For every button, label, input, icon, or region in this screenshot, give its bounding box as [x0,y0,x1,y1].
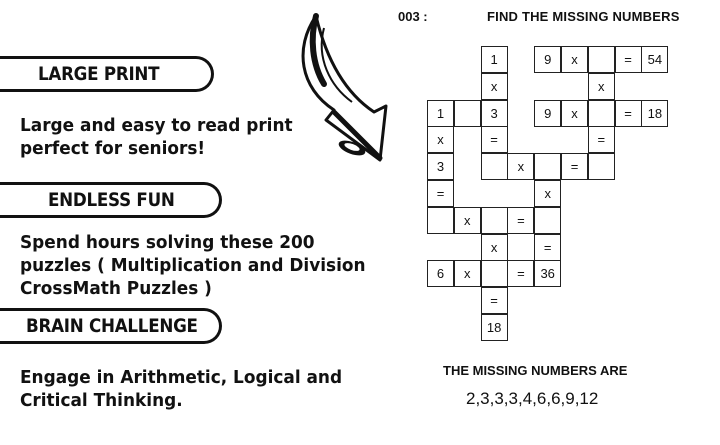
grid-cell: x [454,207,481,234]
description-line: Large and easy to read print [20,115,293,136]
grid-cell: 3 [481,100,508,127]
puzzle-title: FIND THE MISSING NUMBERS [487,9,680,24]
description-line: Engage in Arithmetic, Logical and [20,367,343,388]
description-line: Critical Thinking. [20,390,183,411]
grid-cell: = [534,234,561,261]
grid-cell: = [427,180,454,207]
feature-label-brain-challenge [0,308,222,344]
grid-cell-empty[interactable] [588,153,615,180]
grid-cell: x [561,46,588,73]
grid-cell: = [481,126,508,153]
grid-cell: 9 [534,100,561,127]
grid-cell: x [507,153,534,180]
grid-cell-empty[interactable] [534,153,561,180]
grid-cell: 1 [427,100,454,127]
grid-cell: x [588,73,615,100]
grid-cell: x [454,260,481,287]
feature-label-endless-fun [0,182,222,218]
feature-label-large-print [0,56,214,92]
description-line: Spend hours solving these 200 [20,232,315,253]
grid-cell: 9 [534,46,561,73]
grid-cell: = [561,153,588,180]
puzzle-id: 003 : [398,9,428,24]
grid-cell: = [615,100,642,127]
grid-cell: 6 [427,260,454,287]
grid-cell: x [481,73,508,100]
grid-cell: 1 [481,46,508,73]
grid-cell: 18 [641,100,668,127]
crossmath-grid [427,46,671,343]
grid-cell: 18 [481,314,508,341]
grid-cell-empty[interactable] [481,153,508,180]
answers-title: THE MISSING NUMBERS ARE [443,363,628,378]
grid-cell: 36 [534,260,561,287]
grid-cell-empty[interactable] [588,100,615,127]
feature-description-endless-fun [20,231,366,300]
grid-cell: x [427,126,454,153]
answers-values: 2,3,3,3,4,6,6,9,12 [466,389,599,408]
feature-description-brain-challenge [20,366,342,412]
grid-cell: = [588,126,615,153]
feature-title: LARGE PRINT [38,63,160,85]
grid-cell: x [481,234,508,261]
grid-cell-empty[interactable] [534,207,561,234]
feature-title: BRAIN CHALLENGE [26,315,198,337]
grid-cell: 3 [427,153,454,180]
feature-description-large-print [20,114,293,160]
grid-cell: x [534,180,561,207]
grid-cell-empty[interactable] [481,260,508,287]
description-line: puzzles ( Multiplication and Division [20,255,366,276]
description-line: perfect for seniors! [20,138,206,159]
grid-cell-empty[interactable] [454,100,481,127]
grid-cell: = [507,260,534,287]
grid-cell: = [507,207,534,234]
grid-cell-empty[interactable] [588,46,615,73]
description-line: CrossMath Puzzles ) [20,278,212,299]
grid-cell: = [481,287,508,314]
grid-cell: = [615,46,642,73]
grid-cell: x [561,100,588,127]
grid-cell-empty[interactable] [427,207,454,234]
grid-cell-empty[interactable] [481,207,508,234]
grid-cell: 54 [641,46,668,73]
feature-title: ENDLESS FUN [48,189,175,211]
curved-arrow-icon [294,8,394,168]
